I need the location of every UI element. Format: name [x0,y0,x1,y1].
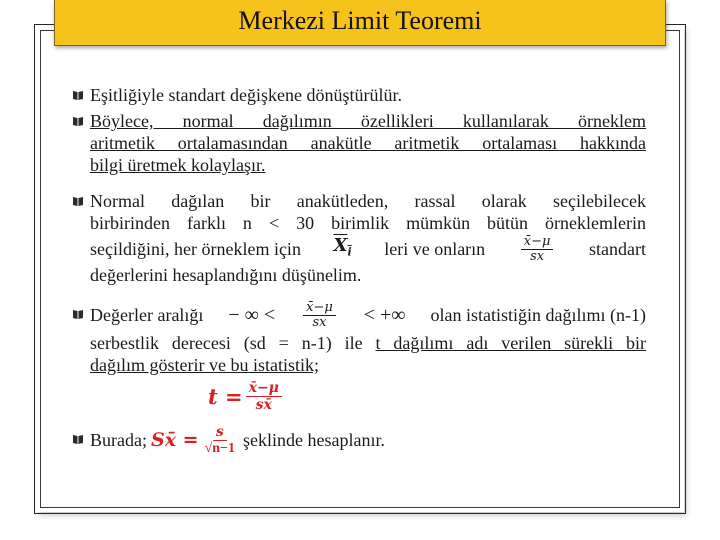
formula-lhs: Sx̄ = [150,429,199,451]
bullet-item-1 [72,84,646,106]
less-than-sign: < [268,213,280,233]
text-span: leri ve onların [384,239,486,259]
fraction-numerator: s [213,424,227,441]
bullet-line [90,298,646,332]
text-span: şeklinde hesaplanır. [243,430,385,450]
text-span: standart [589,239,646,259]
bullet-line: Böylece, normal dağılımın özellikleri kullanılarak örneklem [90,111,646,131]
fraction-numerator: x̄−μ [303,301,336,316]
inequality-left: − ∞ < [228,304,276,326]
bullet-line: bilgi üretmek kolaylaşır. [90,155,266,175]
xi-subscript: i [347,245,352,259]
xi-letter: X [333,234,348,256]
bullet-line [90,234,646,264]
bullet-line [90,332,646,354]
bullet-text: Eşitliğiyle standart değişkene dönüştürülür. [90,85,402,105]
bullet-line: dağılım gösterir ve bu istatistik; [90,355,319,375]
fraction-denominator: sx̄ [255,397,272,413]
fraction-denominator: sx [312,314,327,330]
text-span: birbirinden farklı n [90,213,252,233]
fraction-denominator: √n−1 [204,440,236,456]
fraction-denominator: sx [530,248,545,264]
formula-lhs: t = [208,383,243,409]
book-icon [72,195,84,207]
text-span: t dağılımı adı verilen sürekli bir [375,333,646,353]
standard-fraction [521,235,554,264]
book-icon [72,433,84,445]
bullet-line [90,423,646,457]
inequality-right: < +∞ [363,304,406,326]
bullet-item-4 [72,298,646,413]
book-icon [72,308,84,320]
text-span: seçildiğini, her örneklem için [90,239,301,259]
bullet-item-2 [72,110,646,176]
fraction-numerator: x̄−μ [246,380,282,397]
fraction-numerator: x̄−μ [521,235,554,250]
text-span: serbestlik derecesi (sd = n-1) ile [90,333,363,353]
page-title: Merkezi Limit Teoremi [238,5,482,35]
title-banner [54,0,666,46]
book-icon [72,115,84,127]
text-span: olan istatistiğin dağılımı (n-1) [430,305,646,325]
bullet-item-5 [72,423,646,457]
text-span: Burada; [90,430,147,450]
xi-symbol [334,235,352,264]
book-icon [72,89,84,101]
text-span: Değerler aralığı [90,305,204,325]
bullet-line [90,212,646,234]
text-span: 30 birimlik mümkün bütün örneklemlerin [296,213,647,233]
bullet-line: değerlerini hesaplandığını düşünelim. [90,265,362,285]
slide-content [72,84,646,457]
t-fraction [246,380,282,413]
sx-fraction [202,424,238,457]
bullet-line: Normal dağılan bir anakütleden, rassal olarak seçilebilecek [90,191,646,211]
t-formula [90,380,646,413]
bullet-item-3 [72,190,646,286]
interval-fraction [303,301,336,330]
bullet-line: aritmetik ortalamasından anakütle aritmetik ortalaması hakkında [90,133,646,153]
